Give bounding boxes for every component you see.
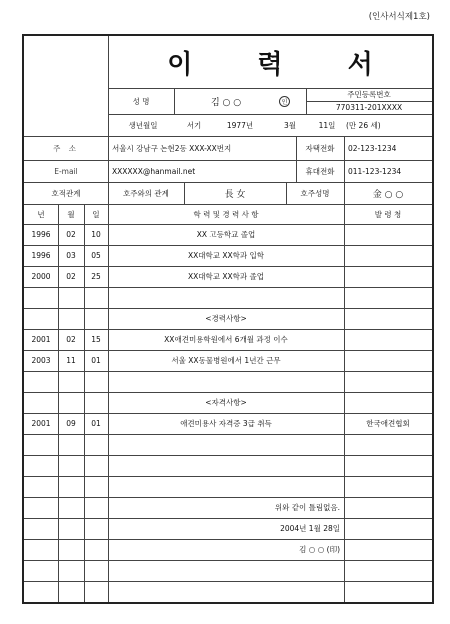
cell-month (58, 539, 84, 560)
rrn-value: 770311-201XXXX (335, 103, 403, 112)
row-divider (24, 308, 432, 309)
name-value: 김 ○ ○ (210, 97, 242, 108)
cell-issuer (344, 455, 432, 476)
grid-line (108, 136, 109, 182)
grid-line (344, 182, 345, 204)
mobile-label: 휴대전화 (305, 166, 335, 176)
grid-line (286, 182, 287, 204)
birth-age: (만 26 세) (346, 120, 381, 130)
grid-line (24, 160, 432, 161)
col-issuer-header: 발 령 청 (374, 209, 402, 219)
cell-day (84, 518, 108, 539)
cell-month (58, 287, 84, 308)
cell-content: 애견미용사 자격증 3급 취득 (180, 419, 272, 428)
cell-year (24, 308, 58, 329)
cell-month (58, 308, 84, 329)
col-day-header: 일 (92, 209, 100, 219)
row-divider (24, 455, 432, 456)
grid-line (174, 88, 175, 114)
cell-content: 위와 같이 틀림없음. (274, 503, 340, 512)
cell-day (84, 434, 108, 455)
row-divider (24, 560, 432, 561)
cell-content: <자격사항> (205, 398, 247, 407)
row-divider (24, 476, 432, 477)
cell-issuer (344, 266, 432, 287)
cell-content: 2004년 1월 28일 (280, 524, 340, 533)
cell-day (84, 287, 108, 308)
row-divider (24, 497, 432, 498)
birth-year: 1977년 (226, 120, 254, 130)
cell-month (58, 476, 84, 497)
cell-month (58, 392, 84, 413)
row-divider (24, 329, 432, 330)
cell-year: 1996 (31, 251, 51, 260)
cell-content: XX애견미용학원에서 6개월 과정 이수 (164, 335, 288, 344)
row-divider (24, 350, 432, 351)
cell-issuer (344, 539, 432, 560)
cell-issuer (344, 224, 432, 245)
cell-content (108, 287, 344, 308)
row-divider (24, 266, 432, 267)
family-label: 호적관계 (51, 188, 81, 198)
email-label: E-mail (54, 166, 78, 176)
cell-issuer (344, 371, 432, 392)
rrn-label: 주민등록번호 (347, 90, 391, 99)
cell-month (58, 581, 84, 602)
relation-label: 호주와의 관계 (123, 188, 169, 198)
cell-day: 25 (91, 272, 101, 281)
cell-year: 2001 (31, 335, 51, 344)
cell-issuer (344, 518, 432, 539)
title-bottom-line (108, 88, 432, 89)
cell-issuer (344, 497, 432, 518)
cell-issuer (344, 434, 432, 455)
resume-form (22, 34, 434, 604)
col-content-header: 학 력 및 경 력 사 항 (193, 209, 259, 219)
grid-line (306, 101, 432, 102)
cell-content (108, 476, 344, 497)
form-number: (인사서식제1호) (368, 12, 430, 22)
grid-line (24, 224, 432, 225)
row-divider (24, 371, 432, 372)
cell-issuer (344, 560, 432, 581)
cell-day: 15 (91, 335, 101, 344)
cell-month: 11 (66, 356, 76, 365)
grid-line (296, 136, 297, 182)
grid-line (108, 114, 432, 115)
cell-month (58, 497, 84, 518)
cell-month (58, 371, 84, 392)
name-label: 성 명 (132, 96, 150, 106)
grid-line (344, 136, 345, 182)
grid-line (24, 136, 432, 137)
cell-day: 05 (91, 251, 101, 260)
relation-value: 長 女 (224, 189, 246, 200)
cell-month (58, 560, 84, 581)
cell-month: 02 (66, 335, 76, 344)
cell-content: XX 고등학교 졸업 (196, 230, 256, 239)
grid-line (184, 182, 185, 204)
cell-day (84, 455, 108, 476)
cell-issuer (344, 392, 432, 413)
birth-day: 11일 (318, 120, 336, 130)
cell-content: 서울 XX동물병원에서 1년간 근무 (171, 356, 281, 365)
cell-day (84, 497, 108, 518)
row-divider (24, 581, 432, 582)
col-month-header: 월 (67, 209, 75, 219)
cell-day (84, 581, 108, 602)
cell-issuer (344, 476, 432, 497)
birth-era: 서기 (186, 120, 202, 130)
cell-year (24, 434, 58, 455)
cell-day: 10 (91, 230, 101, 239)
address-value: 서울시 강남구 논현2동 XXX-XX번지 (112, 143, 232, 153)
cell-year (24, 476, 58, 497)
cell-year: 2001 (31, 419, 51, 428)
cell-year: 2000 (31, 272, 51, 281)
cell-day: 01 (91, 419, 101, 428)
title-left-border (108, 36, 109, 136)
birth-month: 3월 (283, 120, 297, 130)
cell-issuer (344, 245, 432, 266)
mobile-value: 011-123-1234 (348, 166, 402, 176)
grid-line (24, 182, 432, 183)
cell-year (24, 518, 58, 539)
row-divider (24, 518, 432, 519)
cell-year: 1996 (31, 230, 51, 239)
cell-content: 김 ○ ○ (印) (299, 545, 340, 554)
cell-content (108, 455, 344, 476)
row-divider (24, 287, 432, 288)
row-divider (24, 245, 432, 246)
cell-year (24, 392, 58, 413)
column-divider (58, 204, 59, 602)
cell-month (58, 455, 84, 476)
cell-year (24, 287, 58, 308)
document-title: 이 력 서 (167, 49, 401, 80)
email-value: XXXXXX@hanmail.net (112, 166, 196, 176)
cell-content (108, 560, 344, 581)
cell-month: 09 (66, 419, 76, 428)
cell-content: XX대학교 XX학과 입학 (187, 251, 265, 260)
cell-year (24, 539, 58, 560)
row-divider (24, 392, 432, 393)
cell-day: 01 (91, 356, 101, 365)
head-value: 金 ○ ○ (372, 189, 404, 200)
cell-issuer (344, 287, 432, 308)
cell-day (84, 308, 108, 329)
row-divider (24, 434, 432, 435)
cell-month: 03 (66, 251, 76, 260)
cell-issuer (344, 329, 432, 350)
cell-month (58, 518, 84, 539)
cell-content: XX대학교 XX학과 졸업 (187, 272, 265, 281)
column-divider (84, 204, 85, 602)
address-label: 주 소 (53, 143, 79, 153)
cell-content (108, 581, 344, 602)
head-label: 호주성명 (300, 188, 330, 198)
cell-day (84, 392, 108, 413)
cell-day (84, 560, 108, 581)
cell-month: 02 (66, 230, 76, 239)
cell-year (24, 497, 58, 518)
cell-issuer (344, 581, 432, 602)
cell-content (108, 371, 344, 392)
cell-year (24, 455, 58, 476)
row-divider (24, 539, 432, 540)
col-year-header: 년 (37, 209, 45, 219)
column-divider (108, 204, 109, 602)
cell-year (24, 560, 58, 581)
grid-line (24, 204, 432, 205)
cell-content (108, 434, 344, 455)
cell-content: <경력사항> (205, 314, 247, 323)
grid-line (108, 182, 109, 204)
cell-day (84, 371, 108, 392)
cell-month (58, 434, 84, 455)
home-phone-label: 자택전화 (305, 143, 335, 153)
cell-year (24, 581, 58, 602)
cell-day (84, 539, 108, 560)
seal-mark: 인 (279, 96, 290, 107)
cell-year: 2003 (31, 356, 51, 365)
cell-month: 02 (66, 272, 76, 281)
birth-label: 생년월일 (128, 120, 158, 130)
cell-day (84, 476, 108, 497)
cell-year (24, 371, 58, 392)
row-divider (24, 413, 432, 414)
home-phone-value: 02-123-1234 (348, 143, 397, 153)
cell-issuer: 한국애견협회 (366, 419, 410, 428)
column-divider (344, 204, 345, 602)
cell-issuer (344, 308, 432, 329)
cell-issuer (344, 350, 432, 371)
